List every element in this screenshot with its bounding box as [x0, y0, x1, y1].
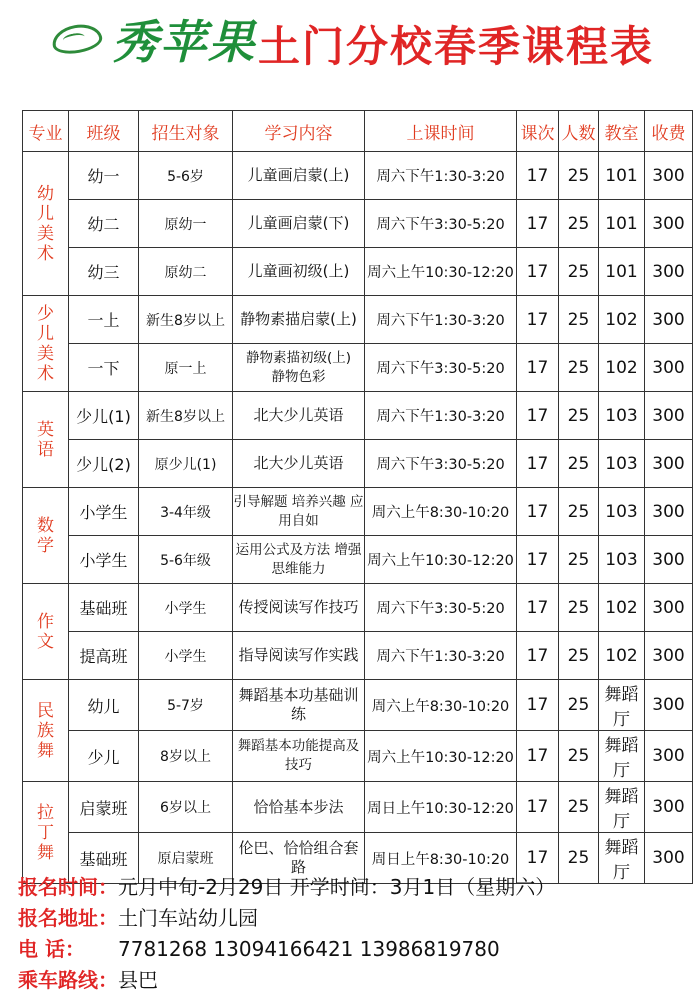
- size-cell: 25: [559, 488, 599, 536]
- size-cell: 25: [559, 833, 599, 884]
- target-cell: 原少儿(1): [139, 440, 233, 488]
- class-cell: 基础班: [69, 833, 139, 884]
- content-cell: [233, 200, 365, 248]
- room-cell: 102: [599, 296, 645, 344]
- time-cell: 周六下午3:30-5:20: [365, 440, 517, 488]
- sessions-cell: 17: [517, 248, 559, 296]
- size-cell: 25: [559, 680, 599, 731]
- time-cell: 周六下午3:30-5:20: [365, 344, 517, 392]
- content-line: 北大少儿英语: [253, 406, 344, 424]
- fee-cell: 300: [645, 248, 693, 296]
- class-cell: 幼二: [69, 200, 139, 248]
- content-line: 静物色彩: [271, 368, 326, 385]
- class-cell: 幼三: [69, 248, 139, 296]
- fee-cell: 300: [645, 536, 693, 584]
- content-line: 北大少儿英语: [253, 454, 344, 472]
- time-cell: 周六上午10:30-12:20: [365, 248, 517, 296]
- major-cell: [23, 392, 69, 488]
- target-cell: 8岁以上: [139, 731, 233, 782]
- class-cell: 小学生: [69, 536, 139, 584]
- fee-cell: 300: [645, 731, 693, 782]
- size-cell: 25: [559, 536, 599, 584]
- class-cell: 一下: [69, 344, 139, 392]
- content-line: 舞蹈基本功能提高及技巧: [237, 738, 360, 773]
- major-cell: [23, 584, 69, 680]
- fee-cell: 300: [645, 584, 693, 632]
- fee-cell: 300: [645, 632, 693, 680]
- sessions-cell: 17: [517, 200, 559, 248]
- sessions-cell: 17: [517, 731, 559, 782]
- time-cell: 周六下午3:30-5:20: [365, 584, 517, 632]
- content-cell: [233, 344, 365, 392]
- target-cell: 原启蒙班: [139, 833, 233, 884]
- sessions-cell: 17: [517, 344, 559, 392]
- class-cell: 少儿(1): [69, 392, 139, 440]
- content-line: 指导阅读写作实践: [238, 646, 359, 664]
- class-cell: 幼儿: [69, 680, 139, 731]
- content-line: 静物素描启蒙(上): [240, 310, 357, 328]
- major-label: 民族舞: [37, 700, 54, 761]
- sessions-cell: 17: [517, 152, 559, 200]
- size-cell: 25: [559, 392, 599, 440]
- content-line: 舞蹈基本功基础训练: [238, 686, 359, 723]
- target-cell: 3-4年级: [139, 488, 233, 536]
- fee-cell: 300: [645, 680, 693, 731]
- major-cell: [23, 488, 69, 584]
- time-cell: 周日上午8:30-10:20: [365, 833, 517, 884]
- target-cell: 新生8岁以上: [139, 392, 233, 440]
- target-cell: 小学生: [139, 632, 233, 680]
- sessions-cell: 17: [517, 536, 559, 584]
- size-cell: 25: [559, 344, 599, 392]
- signup-time-value: 元月中旬-2月29日 开学时间：3月1日（星期六）: [118, 875, 556, 899]
- table-row: [23, 440, 693, 488]
- table-row: [23, 392, 693, 440]
- sessions-cell: 17: [517, 392, 559, 440]
- fee-cell: 300: [645, 344, 693, 392]
- sessions-cell: 17: [517, 680, 559, 731]
- size-cell: 25: [559, 632, 599, 680]
- phone-label: 电 话：: [18, 937, 85, 961]
- class-cell: 少儿: [69, 731, 139, 782]
- address-row: [18, 903, 698, 934]
- time-cell: 周六下午1:30-3:20: [365, 632, 517, 680]
- column-header: 教室: [599, 111, 645, 152]
- sessions-cell: 17: [517, 488, 559, 536]
- content-line: 运用公式及方法 增强思维能力: [235, 541, 362, 577]
- major-cell: [23, 296, 69, 392]
- content-cell: [233, 731, 365, 782]
- room-cell: 103: [599, 440, 645, 488]
- header: [0, 0, 700, 100]
- room-cell: 舞蹈厅: [599, 833, 645, 884]
- target-cell: 5-6岁: [139, 152, 233, 200]
- table-header-row: [23, 111, 693, 152]
- table-body: [23, 152, 693, 884]
- room-cell: 103: [599, 536, 645, 584]
- content-cell: [233, 248, 365, 296]
- size-cell: 25: [559, 440, 599, 488]
- room-cell: 101: [599, 152, 645, 200]
- major-label: 少儿美术: [37, 303, 54, 384]
- table-row: [23, 200, 693, 248]
- time-cell: 周六下午1:30-3:20: [365, 152, 517, 200]
- content-line: 儿童画启蒙(上): [247, 166, 350, 184]
- column-header: 课次: [517, 111, 559, 152]
- major-label: 幼儿美术: [37, 183, 54, 264]
- target-cell: 新生8岁以上: [139, 296, 233, 344]
- signup-time-label: 报名时间：: [18, 875, 118, 899]
- column-header: 上课时间: [365, 111, 517, 152]
- content-cell: [233, 488, 365, 536]
- sessions-cell: 17: [517, 296, 559, 344]
- room-cell: 101: [599, 200, 645, 248]
- table-row: [23, 296, 693, 344]
- room-cell: 102: [599, 632, 645, 680]
- target-cell: 6岁以上: [139, 782, 233, 833]
- address-value: 土门车站幼儿园: [118, 906, 258, 930]
- content-cell: [233, 584, 365, 632]
- column-header: 收费: [645, 111, 693, 152]
- major-cell: [23, 782, 69, 884]
- fee-cell: 300: [645, 782, 693, 833]
- size-cell: 25: [559, 248, 599, 296]
- table-row: [23, 488, 693, 536]
- room-cell: 舞蹈厅: [599, 680, 645, 731]
- content-cell: [233, 536, 365, 584]
- major-label: 英语: [37, 419, 54, 460]
- fee-cell: 300: [645, 392, 693, 440]
- content-line: 恰恰基本步法: [253, 797, 344, 816]
- sessions-cell: 17: [517, 632, 559, 680]
- class-cell: 少儿(2): [69, 440, 139, 488]
- table-row: [23, 632, 693, 680]
- content-cell: [233, 680, 365, 731]
- content-line: 儿童画初级(上): [247, 262, 350, 280]
- size-cell: 25: [559, 152, 599, 200]
- table-row: [23, 152, 693, 200]
- content-cell: [233, 632, 365, 680]
- content-line: 儿童画启蒙(下): [247, 214, 350, 232]
- column-header: 招生对象: [139, 111, 233, 152]
- sessions-cell: 17: [517, 782, 559, 833]
- table-row: [23, 248, 693, 296]
- target-cell: 原幼二: [139, 248, 233, 296]
- content-line: 传授阅读写作技巧: [238, 598, 359, 616]
- room-cell: 103: [599, 392, 645, 440]
- fee-cell: 300: [645, 200, 693, 248]
- room-cell: 101: [599, 248, 645, 296]
- brand-logo: [52, 6, 256, 72]
- major-label: 数学: [37, 515, 54, 556]
- target-cell: 原一上: [139, 344, 233, 392]
- room-cell: 103: [599, 488, 645, 536]
- table-row: [23, 536, 693, 584]
- table-row: [23, 731, 693, 782]
- class-cell: 幼一: [69, 152, 139, 200]
- content-cell: [233, 152, 365, 200]
- table-row: [23, 782, 693, 833]
- target-cell: 原幼一: [139, 200, 233, 248]
- table-row: [23, 344, 693, 392]
- route-row: [18, 965, 698, 996]
- leaf-logo-icon: [50, 21, 104, 57]
- major-cell: [23, 680, 69, 782]
- room-cell: 舞蹈厅: [599, 731, 645, 782]
- time-cell: 周六上午8:30-10:20: [365, 680, 517, 731]
- column-header: 人数: [559, 111, 599, 152]
- content-cell: [233, 296, 365, 344]
- size-cell: 25: [559, 296, 599, 344]
- room-cell: 102: [599, 584, 645, 632]
- time-cell: 周六上午10:30-12:20: [365, 536, 517, 584]
- column-header: 专业: [23, 111, 69, 152]
- room-cell: 舞蹈厅: [599, 782, 645, 833]
- page-title: 土门分校春季课程表: [258, 22, 655, 71]
- phone-row: [18, 934, 698, 965]
- content-line: 伦巴、恰恰组合套路: [238, 839, 359, 876]
- signup-time-row: [18, 872, 698, 903]
- fee-cell: 300: [645, 833, 693, 884]
- time-cell: 周六下午1:30-3:20: [365, 392, 517, 440]
- fee-cell: 300: [645, 296, 693, 344]
- time-cell: 周六上午10:30-12:20: [365, 731, 517, 782]
- class-cell: 小学生: [69, 488, 139, 536]
- class-cell: 启蒙班: [69, 782, 139, 833]
- size-cell: 25: [559, 584, 599, 632]
- content-cell: [233, 782, 365, 833]
- class-cell: 基础班: [69, 584, 139, 632]
- size-cell: 25: [559, 731, 599, 782]
- sessions-cell: 17: [517, 833, 559, 884]
- table-row: [23, 584, 693, 632]
- target-cell: 小学生: [139, 584, 233, 632]
- time-cell: 周六上午8:30-10:20: [365, 488, 517, 536]
- fee-cell: 300: [645, 152, 693, 200]
- major-label: 拉丁舞: [37, 802, 54, 863]
- fee-cell: 300: [645, 440, 693, 488]
- brand-name: 秀苹果: [112, 15, 256, 69]
- phone-value: 7781268 13094166421 13986819780: [118, 937, 500, 961]
- fee-cell: 300: [645, 488, 693, 536]
- class-cell: 提高班: [69, 632, 139, 680]
- column-header: 班级: [69, 111, 139, 152]
- time-cell: 周日上午10:30-12:20: [365, 782, 517, 833]
- schedule-table: [22, 110, 693, 884]
- major-cell: [23, 152, 69, 296]
- table-row: [23, 680, 693, 731]
- route-value: 县巴: [118, 968, 158, 992]
- route-label: 乘车路线：: [18, 968, 118, 992]
- time-cell: 周六下午1:30-3:20: [365, 296, 517, 344]
- content-line: 引导解题 培养兴趣 应用自如: [233, 493, 364, 529]
- address-label: 报名地址：: [18, 906, 118, 930]
- size-cell: 25: [559, 782, 599, 833]
- target-cell: 5-7岁: [139, 680, 233, 731]
- time-cell: 周六下午3:30-5:20: [365, 200, 517, 248]
- room-cell: 102: [599, 344, 645, 392]
- content-cell: [233, 440, 365, 488]
- sessions-cell: 17: [517, 440, 559, 488]
- major-label: 作文: [37, 611, 54, 652]
- content-line: 静物素描初级(上): [245, 349, 352, 366]
- class-cell: 一上: [69, 296, 139, 344]
- footer-info: [18, 872, 698, 996]
- size-cell: 25: [559, 200, 599, 248]
- content-cell: [233, 392, 365, 440]
- column-header: 学习内容: [233, 111, 365, 152]
- sessions-cell: 17: [517, 584, 559, 632]
- target-cell: 5-6年级: [139, 536, 233, 584]
